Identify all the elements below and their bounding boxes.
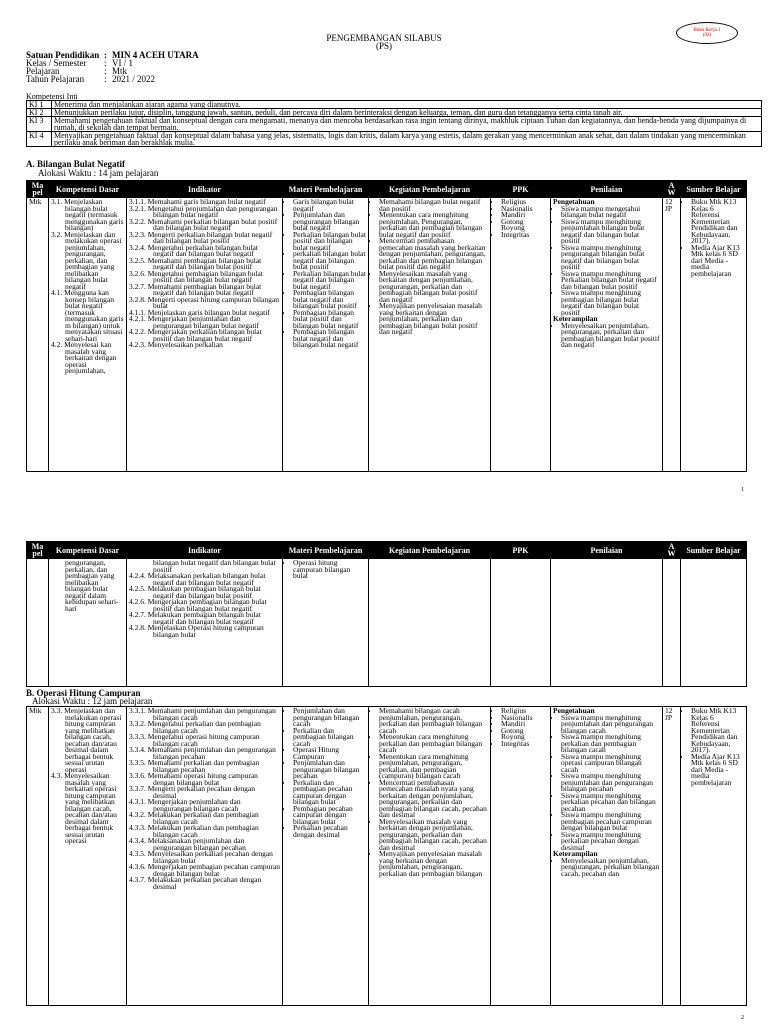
section-a-alokasi: Alokasi Waktu : 14 jam pelajaran [38, 168, 159, 178]
badge-line1: Buku Kerja 1 [693, 28, 721, 33]
header-ppk: PPK [491, 181, 551, 198]
document-subtitle: (PS) [375, 41, 392, 51]
cell-indikator: bilangan bulat negatif dan bilangan bulat positif 4.2.4. Melaksanakan perkalian bilangan bulat negatif dan bilangan bulat negatif 4.2.5. Melakukan pembagian bilangan bulat negatif dan bilangan bulat positif 4.2.6. Mengerjakan pembagian bilangan bulat positif dan bilangan bulat negatif 4.2.7. Melakukan pembagian bilangan bulat negatif dan bilangan bulat negatif 4.2.8. Menjelaskan Operasi hitung campuran bilangan bulat [127, 559, 283, 687]
ki-row: KI 4 Menyajikan pengetahuan faktual dan konseptual dalam bahasa yang jelas, sistematis, logis dan kritis, dalam karya yang estetis, dalam gerakan yang mencerminkan anak sehat, dan dalam tindakan yang mencerminkan perilaku anak beriman dan berakhlak mulia. [27, 132, 762, 147]
section-b-alokasi: Alokasi Waktu : 12 jam pelajaran [32, 696, 153, 706]
cell-materi: • Operasi hitung campuran bilangan bulat [283, 559, 369, 687]
header-kd: Kompetensi Dasar [49, 181, 127, 198]
silabus-table-a-continued [26, 541, 747, 687]
ki-table [26, 100, 762, 147]
cell-sumber: • Buku Mtk K13 Kelas 6 Referensi Kementerian Pendidikan dan Kebudayaan, 2017). • Media Ajar K13 Mtk kelas 6 SD dari Media - media pembelajaran [681, 198, 747, 472]
header-sumber: Sumber Belajar [681, 542, 747, 559]
meta-kelas: Kelas / Semester : VI / 1 [26, 58, 133, 68]
header-kegiatan: Kegiatan Pembelajaran [369, 181, 491, 198]
cell-indikator: 3.3.1. Memahami penjumlahan dan pengurangan bilangan cacah 3.3.2. Mengetahui perkalian dan pembagian bilangan cacah 3.3.3. Mengetahui operasi hitung campuran bilangan cacah 3.3.4. Memahami penjumlahan dan pengurangan bilangan pecahan 3.3.5. Memahami perkalian dan pembagian bilangan pecahan 3.3.6. Memahami operasi hitung campuran dengan bilangan bulat 3.3.7. Mengerti perkalian pecahan dengan desimal 4.3.1. Mengerjakan penjumlahan dan pengurangan bilangan cacah 4.3.2. Melakukan perkalian dan pembagian bilangan cacah 4.3.3. Melakukan perkalian dan pembagian bilangan cacah 4.3.4. Melaksanakan penjumlahan dan pengurangan bilangan pecahan 4.3.5. Menyelesaikan perkalian pecahan dengan bilangan bulat 4.3.6. Mengerjakan pembagian pecahan campuran dengan bilangan bulat 4.3.7. Melakukan perkalian pecahan dengan desimal [127, 707, 283, 1006]
header-penilaian: Penilaian [551, 542, 663, 559]
header-ppk: PPK [491, 542, 551, 559]
cell-materi: • Garis bilangan bulat negatif • Penjumlahan dan pengurangan bilangan bulat negatif • Perkalian bilangan bulat positif dan bilangan bulat negatif • perkalian bilangan bulat negatif dan bilangan bulat positif • Perkalian bilangan bulat negatif dan bilangan bulat negatif • Pembagian bilangan bulat negatif dan bilangan bulat positif • Pembagian bilangan bulat positif dan bilangan bulat negatif • Pembagian bilangan bulat negatif dan bilangan bulat negatif [283, 198, 369, 472]
header-materi: Materi Pembelajaran [283, 181, 369, 198]
page-number: 2 [741, 1015, 744, 1021]
cell-aw: 12 JP [663, 707, 681, 1006]
cell-penilaian: Pengetahuan • Siswa mampu menghitung penjumlahan dan pengurangan bilangan cacah • Siswa mampu menghitung perkalian dan pembagian bilangan cacah • Siswa mampu menghitung operasi campuran bilangan cacah • Siswa mampu menghitung penjumlahan dan pengurangan bilangan pecahan • Siswa mampu menghitung perkalian pecahan dan bilangan pecahan • Siswa mampu menghitung pembagian pecahan campuran dengan bilangan bulat • Siswa mampu menghitung perkalian pecahan dengan desimal Keterampilan • Menyelesaikan penjumlahan, pengurangan, perkalian bilangan cacah, pecahan dan [551, 707, 663, 1006]
header-materi: Materi Pembelajaran [283, 542, 369, 559]
meta-tahun: Tahun Pelajaran : 2021 / 2022 [26, 74, 156, 84]
document-title: PENGEMBANGAN SILABUS [326, 33, 442, 43]
silabus-table-b [26, 706, 747, 1006]
table-row [27, 559, 747, 687]
header-kegiatan: Kegiatan Pembelajaran [369, 542, 491, 559]
cell-aw: 12 JP [663, 198, 681, 472]
header-aw: A W [663, 181, 681, 198]
page-number: 1 [741, 487, 744, 493]
cell-sumber: • Buku Mtk K13 Kelas 6 Referensi Kementerian Pendidikan dan Kebudayaan, 2017). • Media Ajar K13 Mtk kelas 6 SD dari Media - media pembelajaran [681, 707, 747, 1006]
cell-kegiatan: • Memahami bilangan bulat negatif dan positif • Menentukan cara menghitung penjumlahan, Pengurangan, perkalian dan pembagian bilangan bulat negatif dan positif • Mencermati pembahasan pemecahan masalah yang berkaitan dengan penjumlahan, pengurangan, perkalian dan pembagian bilangan bulat positif dan negatif • Menyelesaikan masalah yang berkaitan dengan penjumlahan, pengurangan, perkalian dan pembagian bilangan bulat positif dan negatif • Menyajikan penyelesaian masalah yang berkaitan dengan penjumlahan, perkalian dan pembagian bilangan bulat positif dan negatif [369, 198, 491, 472]
meta-satuan: Satuan Pendidikan : MIN 4 ACEH UTARA [26, 50, 199, 60]
ki-heading: Kompetensi Inti [26, 92, 78, 101]
header-penilaian: Penilaian [551, 181, 663, 198]
header-mapel: Ma pel [27, 181, 49, 198]
section-b-title: B. Operasi Hitung Campuran [26, 688, 141, 698]
cell-kd: 3.1. Menjelaskan bilangan bulat negatif (termasuk menggunakan garis bilangan) 3.2. Menjelaskan dan melakukan operasi penjumlahan, pengurangan, perkalian, dan pembagian yang melibatkan bilangan bulat negatif 4.1. Mengguna kan konsep bilangan bulat negatif (termasuk menggunakan garis m bilangan) untuk menyatakan situasi sehari-hari 4.2. Menyelesai kan masalah yang berkaitan dengan operasi penjumlahan, [49, 198, 127, 472]
ki-row: KI 3 Memahami pengetahuan faktual dan konseptual dengan cara mengamati, menanya dan mencoba berdasarkan rasa ingin tentang dirinya, makhluk ciptaan Tuhan dan kegiatannya, dan benda-benda yang dijumpainya di rumah, di sekolah dan tempat bermain. [27, 117, 762, 132]
header-mapel: Ma pel [27, 542, 49, 559]
badge-line2: (02) [702, 33, 712, 38]
ki-row: KI 2 Menunjukkan perilaku jujur, disiplin, tanggung jawab, santun, peduli, dan percaya diri dalam berinteraksi dengan keluarga, teman, dan guru dan tetangganya serta cinta tanah air. [27, 109, 762, 117]
header-aw: A W [663, 542, 681, 559]
section-a-title: A. Bilangan Bulat Negatif [26, 159, 126, 169]
cell-mapel: Mtk [27, 707, 49, 1006]
ki-row: KI 1 Menerima dan menjalankan ajaran agama yang dianutnya. [27, 101, 762, 109]
cell-materi: • Penjumlahan dan pengurangan bilangan cacah • Perkalian dan pembagian bilangan cacah • Operasi Hitung Campuran • Penjumlahan dan pengurangan bilangan pecahan • Perkalian dan pembagian pecahan campuran dengan bilangan bulat • Pembagian pecahan campuran dengan bilangan bulat • Perkalian pecahan dengan desimal [283, 707, 369, 1006]
table-header-row [27, 181, 747, 198]
meta-pelajaran: Pelajaran : Mtk [26, 66, 128, 76]
cell-penilaian: Pengetahuan • Siswa mampu mengetahui bilangan bulat negatif • Siswa mampu menghitung penjumlahan bilangan bulat negatif dan bilangan bulat positif • Siswa mampu menghitung pengurangan bilangan bulat negatif dan bilangan bulat positif • Siswa mampu menghitung Perkalian bilangan bulat negatif dan bilangan bulat positif • Siswa mampu menghitung pembagian bilangan bulat negatif dan bilangan bulat positif Keterampilan • Menyelesaikan penjumlahan, pengurangan, perkalian dan pembagian bilangan bulat positif dan negatif [551, 198, 663, 472]
cell-kd: pengurangan, perkalian, dan pembagian yang melibatkan bilangan bulat negatif dalam kehidupan sehari-hari [49, 559, 127, 687]
cell-mapel: Mtk [27, 198, 49, 472]
table-row [27, 198, 747, 472]
cell-indikator: 3.1.1. Memahami garis bilangan bulat negatif 3.2.1. Mengetahui penjumlahan dan pengurangan bilangan bulat negatif 3.2.2. Memahami perkalian bilangan bulat positif dan bilangan bulat negatif 3.2.3. Mengerti perkalian bilangan bulat negatif dan bilangan bulat positif 3.2.4. Mengetahui perkalian bilangan bulat negatif dan bilangan bulat negatif 3.2.5. Memahami pembagian bilangan bulat negatif dan bilangan bulat positif 3.2.6. Mengetahui pembagian bilangan bulat positif dan bilangan bulat negatif 3.2.7. Memahami pembagian bilangan bulat negatif dan bilangan bulat negatif 3.2.8. Mengerti operasi hitung campuran bilangan bulat 4.1.1. Menjelaskan garis bilangan bulat negatif 4.2.1. Mengerjakan penjumlahan dan pengurangan bilangan bulat negatif 4.2.2. Mengerjakan perkalian bilangan bulat positif dan bilangan bulat negatif 4.2.3. Menyelesaikan perkalian [127, 198, 283, 472]
silabus-table-a [26, 180, 747, 472]
header-indikator: Indikator [127, 181, 283, 198]
table-row [27, 707, 747, 1006]
header-indikator: Indikator [127, 542, 283, 559]
cell-ppk: • Religius • Nasionalis • Mandiri • Gotong Royong • Integritas [491, 707, 551, 1006]
cell-ppk: • Religius • Nasionalis • Mandiri • Gotong Royong • Integritas [491, 198, 551, 472]
cell-kd: 3.3. Menjelaskan dan melakukan operasi hitung campuran yang melibatkan bilangan cacah, pecahan dan/atau desimal dalam berbagai bentuk sesuai urutan operasi 4.3. Menyelesaikan masalah yang berkaitan operasi hitung campuran yang melibatkan bilangan cacah, pecahan dan/atau desimal dalam berbagai bentuk sesuai urutan operasi [49, 707, 127, 1006]
cell-kegiatan: • Memahami bilangan cacah penjumlahan, pengurangan, perkalian dan pembagian bilangan cacah • Menentukan cara menghitung perkalian dan pembagian bilangan cacah • Menentukan cara menghitung penjumlahan, pengurangan, perkalian, dan pembagian (campuran) bilangan cacah • Mencermati pembahasan pemecahan masalah nyata yang berkaitan dengan penjumlahan, pengurangan, perkalian dan pembagian bilangan cacah, pecahan dan desimal • Menyelesaikan masalah yang berkaitan dengan penjumlahan, pengurangan, perkalian dan pembagian bilangan cacah, pecahan dan desimal • Menyajikan penyelesaian masalah yang berkaitan dengan penjumlahan, pengurangan, perkalian dan pembagian bilangan [369, 707, 491, 1006]
header-sumber: Sumber Belajar [681, 181, 747, 198]
header-kd: Kompetensi Dasar [49, 542, 127, 559]
table-header-row [27, 542, 747, 559]
